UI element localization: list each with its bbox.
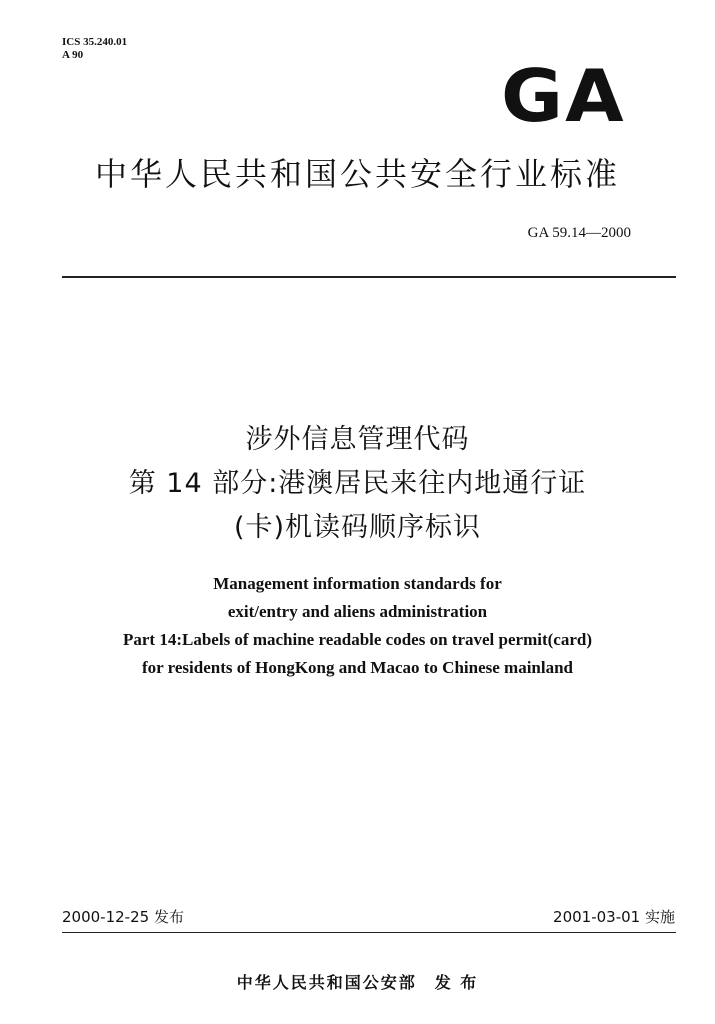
footer-divider — [62, 932, 676, 933]
effective-date: 2001-03-01 实施 — [553, 908, 675, 926]
ga-logo: GA — [501, 54, 626, 138]
issuer-name: 中华人民共和国公安部 — [236, 973, 417, 992]
title-cn-line-3: (卡)机读码顺序标识 — [233, 512, 482, 543]
standard-number: GA 59.14—2000 — [527, 225, 631, 241]
title-cn-line-2: 第 14 部分:港澳居民来往内地通行证 — [128, 468, 587, 499]
issuer-action: 发 布 — [434, 973, 479, 992]
title-en-line-4: for residents of HongKong and Macao to Chinese mainland — [141, 658, 574, 677]
title-en-line-3: Part 14:Labels of machine readable codes on travel permit(card) — [123, 630, 592, 649]
header-divider — [62, 276, 676, 278]
org-title: 中华人民共和国公共安全行业标准 — [94, 155, 620, 193]
title-cn-line-1: 涉外信息管理代码 — [245, 424, 470, 455]
title-en-line-2: exit/entry and aliens administration — [227, 602, 488, 621]
ics-code: ICS 35.240.01 — [62, 36, 128, 48]
issue-date: 2000-12-25 发布 — [62, 908, 184, 926]
title-chinese — [0, 418, 715, 550]
class-code: A 90 — [62, 49, 84, 61]
classification-codes — [62, 36, 127, 62]
title-en-line-1: Management information standards for — [213, 574, 502, 593]
title-english — [0, 570, 715, 682]
issuer — [0, 970, 715, 993]
